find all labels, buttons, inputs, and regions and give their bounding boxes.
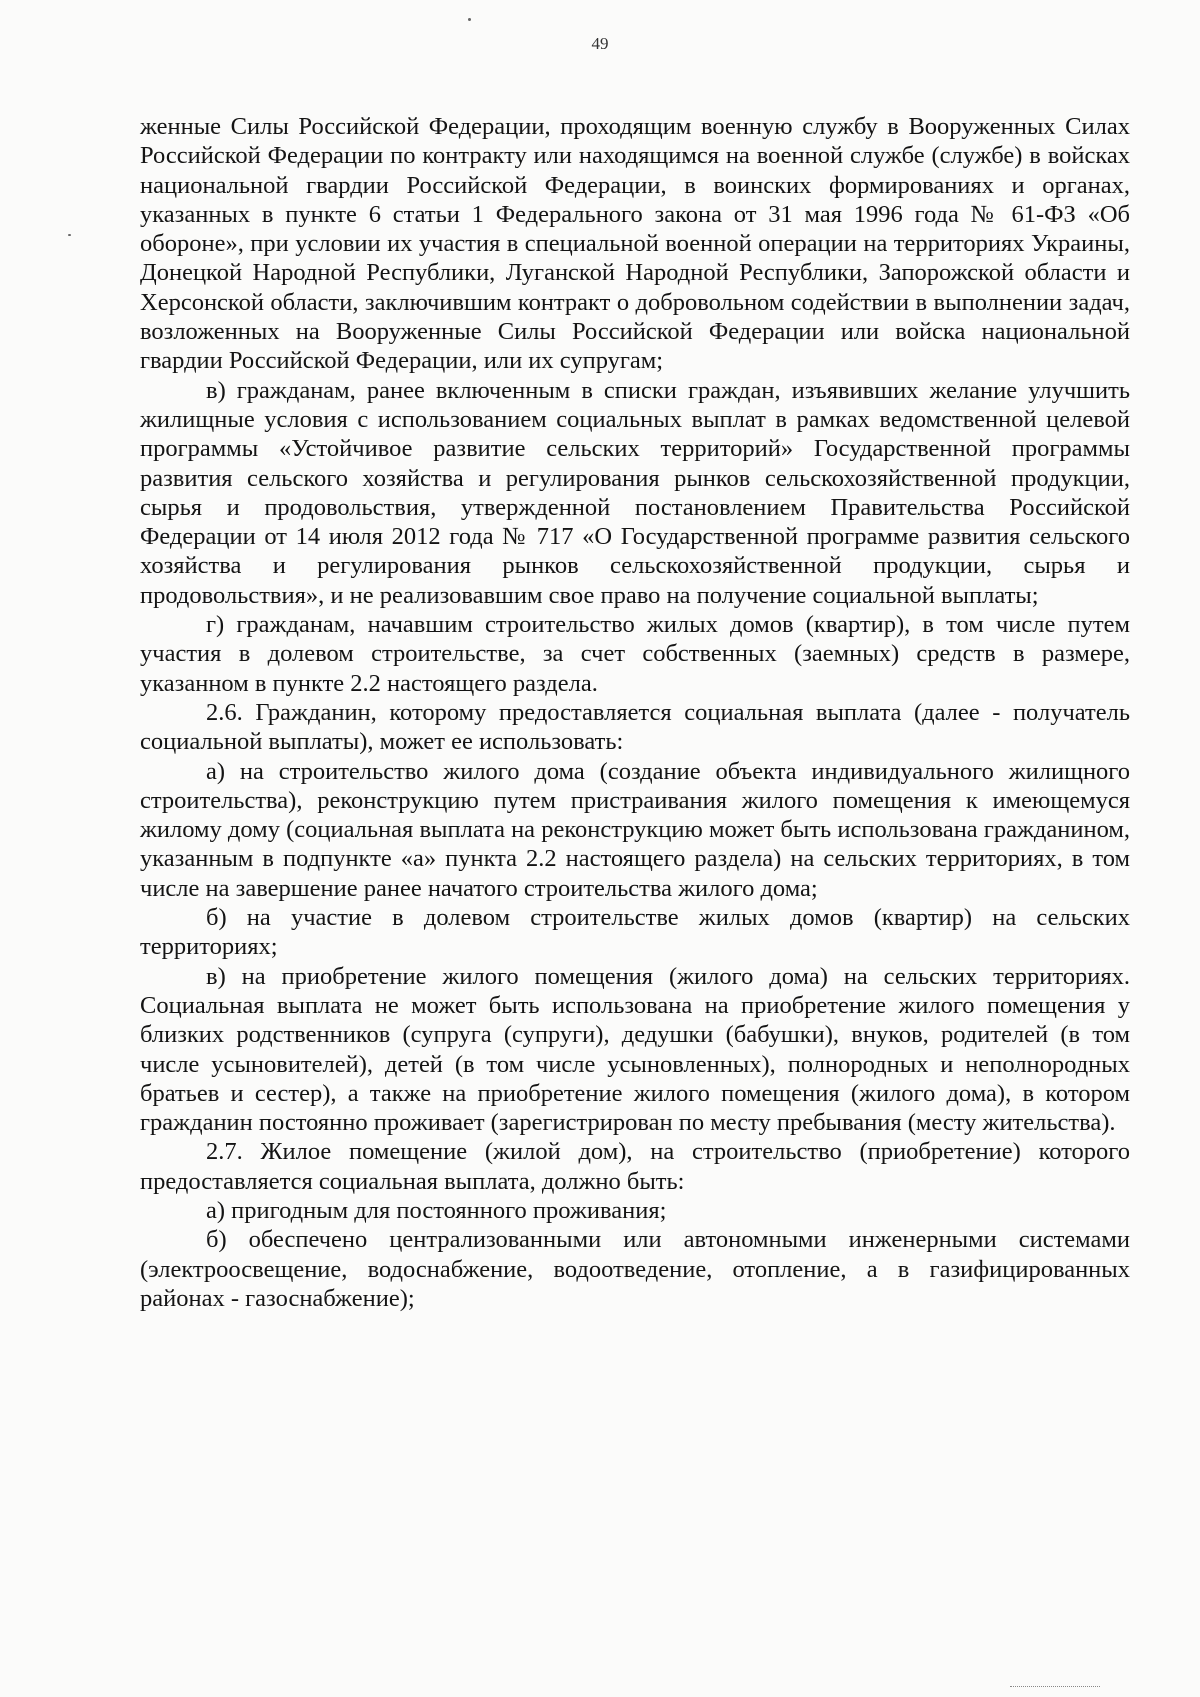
- paragraph-continuation: женные Силы Российской Федерации, проходящим военную службу в Вооруженных Силах Российской Федерации по контракту или находящимся на военной службе (службе) в войсках национальной гвардии Российской Федерации, в воинских формированиях и органах, указанных в пункте 6 статьи 1 Федерального закона от 31 мая 1996 года № 61-ФЗ «Об обороне», при условии их участия в специальной военной операции на территориях Украины, Донецкой Народной Республики, Луганской Народной Республики, Запорожской области и Херсонской области, заключившим контракт о добровольном содействии в выполнении задач, возложенных на Вооруженные Силы Российской Федерации или войска национальной гвардии Российской Федерации, или их супругам;: [140, 113, 1130, 375]
- paragraph-2-6-item-v: в) на приобретение жилого помещения (жилого дома) на сельских территориях. Социальная выплата не может быть использована на приобретение жилого помещения у близких родственников (супруга (супруги), дедушки (бабушки), внуков, родителей (в том числе усыновителей), детей (в том числе усыновленных), полнородных и неполнородных братьев и сестер), а также на приобретение жилого помещения (жилого дома), в котором гражданин постоянно проживает (зарегистрирован по месту пребывания (месту жительства).: [140, 962, 1130, 1137]
- paragraph-clause-2-7: 2.7. Жилое помещение (жилой дом), на строительство (приобретение) которого предоставляется социальная выплата, должно быть:: [140, 1138, 1130, 1195]
- paragraph-2-6-item-b: б) на участие в долевом строительстве жилых домов (квартир) на сельских территориях;: [140, 904, 1130, 961]
- paragraph-2-7-item-b: б) обеспечено централизованными или автономными инженерными системами (электроосвещение, водоснабжение, водоотведение, отопление, а в газифицированных районах - газоснабжение);: [140, 1226, 1130, 1312]
- paragraph-2-6-item-a: а) на строительство жилого дома (создание объекта индивидуального жилищного строительства), реконструкцию путем пристраивания жилого помещения к имеющемуся жилому дому (социальная выплата на реконструкцию может быть использована гражданином, указанным в подпункте «а» пункта 2.2 настоящего раздела) на сельских территориях, в том числе на завершение ранее начатого строительства жилого дома;: [140, 757, 1130, 902]
- paragraph-item-v: в) гражданам, ранее включенным в списки граждан, изъявивших желание улучшить жилищные условия с использованием социальных выплат в рамках ведомственной целевой программы «Устойчивое развитие сельских территорий» Государственной программы развития сельского хозяйства и регулирования рынков сельскохозяйственной продукции, сырья и продовольствия, утвержденной постановлением Правительства Российской Федерации от 14 июля 2012 года № 717 «О Государственной программе развития сельского хозяйства и регулирования рынков сельскохозяйственной продукции, сырья и продовольствия», и не реализовавшим свое право на получение социальной выплаты;: [140, 376, 1130, 609]
- page-number: 49: [591, 34, 609, 53]
- paragraph-item-g: г) гражданам, начавшим строительство жилых домов (квартир), в том числе путем участия в долевом строительстве, за счет собственных (заемных) средств в размере, указанном в пункте 2.2 настоящего раздела.: [140, 611, 1130, 697]
- scan-edge-marks: [1010, 1686, 1100, 1695]
- document-body: [140, 112, 1130, 1313]
- scan-speck: [68, 234, 71, 236]
- paragraph-clause-2-6: 2.6. Гражданин, которому предоставляется социальная выплата (далее - получатель социальной выплаты), может ее использовать:: [140, 698, 1130, 756]
- scan-speck: [468, 18, 471, 21]
- paragraph-2-7-item-a: а) пригодным для постоянного проживания;: [206, 1196, 667, 1224]
